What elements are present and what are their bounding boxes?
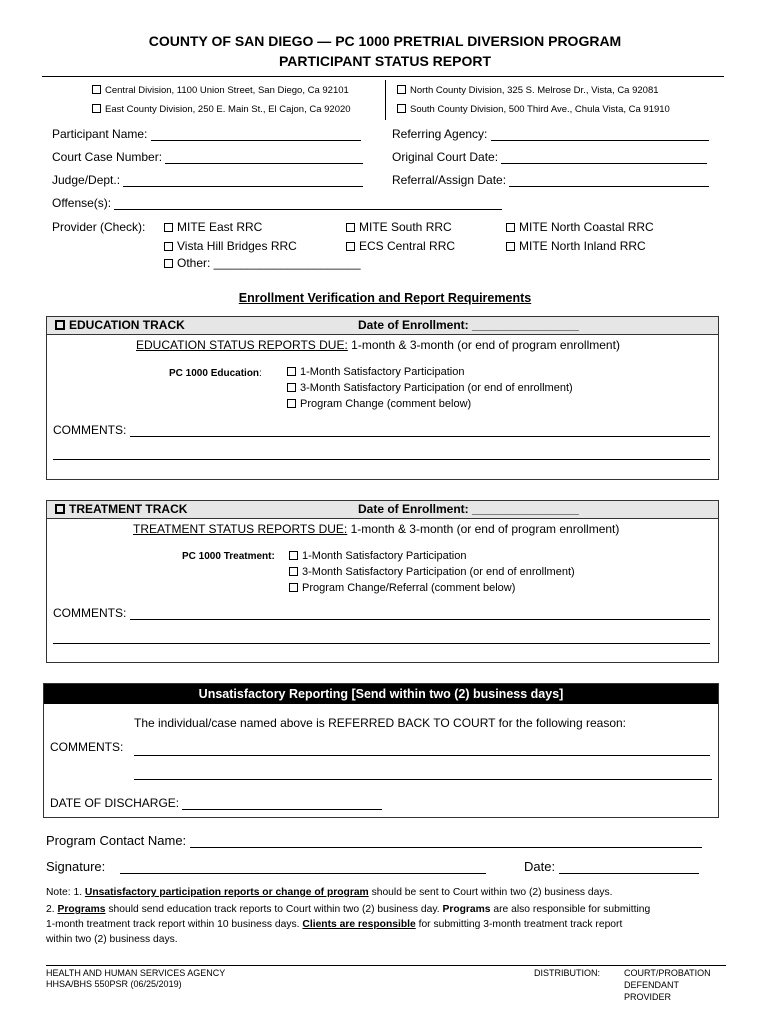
discharge-line[interactable] xyxy=(182,798,382,810)
treatment-option[interactable]: 1-Month Satisfactory Participation xyxy=(289,550,466,562)
checkbox[interactable] xyxy=(289,551,298,560)
note-4: within two (2) business days. xyxy=(46,934,178,945)
division-south[interactable]: South County Division, 500 Third Ave., Chula Vista, Ca 91910 xyxy=(397,104,670,115)
pc1000-treatment-label: PC 1000 Treatment: xyxy=(182,551,275,562)
checkbox[interactable] xyxy=(506,242,515,251)
participant-name-field[interactable]: Participant Name: xyxy=(52,127,361,141)
education-option[interactable]: 3-Month Satisfactory Participation (or end of enrollment) xyxy=(287,382,573,394)
offenses-line[interactable] xyxy=(114,198,502,210)
note-3: 1-month treatment track report within 10 business days. Clients are responsible for submitting 3-month treatment track report xyxy=(46,919,623,930)
date-line[interactable] xyxy=(559,861,699,874)
checkbox[interactable] xyxy=(55,504,65,514)
checkbox[interactable] xyxy=(92,104,101,113)
treatment-date-of-enrollment[interactable]: Date of Enrollment: ________________ xyxy=(358,502,579,516)
footer-agency: HEALTH AND HUMAN SERVICES AGENCY xyxy=(46,968,226,978)
original-court-date-field[interactable]: Original Court Date: xyxy=(392,150,707,164)
division-north[interactable]: North County Division, 325 S. Melrose Dr., Vista, Ca 92081 xyxy=(397,85,659,96)
judge-dept-field[interactable]: Judge/Dept.: xyxy=(52,173,363,187)
provider-label: Provider (Check): xyxy=(52,220,146,234)
checkbox[interactable] xyxy=(287,367,296,376)
court-case-field[interactable]: Court Case Number: xyxy=(52,150,363,164)
judge-dept-line[interactable] xyxy=(123,175,363,187)
treatment-option[interactable]: 3-Month Satisfactory Participation (or end of enrollment) xyxy=(289,566,575,578)
provider-option[interactable]: Vista Hill Bridges RRC xyxy=(164,239,297,253)
program-contact-field[interactable]: Program Contact Name: xyxy=(46,833,702,848)
footer-divider xyxy=(46,965,726,966)
checkbox[interactable] xyxy=(164,259,173,268)
comments-line[interactable] xyxy=(130,425,710,437)
checkbox[interactable] xyxy=(164,223,173,232)
footer-form-number: HHSA/BHS 550PSR (06/25/2019) xyxy=(46,979,182,989)
checkbox[interactable] xyxy=(346,223,355,232)
referral-date-line[interactable] xyxy=(509,175,709,187)
signature-line[interactable] xyxy=(120,861,486,874)
court-case-line[interactable] xyxy=(165,152,363,164)
pc1000-education-label: PC 1000 Education: xyxy=(169,368,262,379)
education-date-of-enrollment[interactable]: Date of Enrollment: ________________ xyxy=(358,318,579,332)
header-divider xyxy=(42,76,724,77)
checkbox[interactable] xyxy=(397,104,406,113)
form-subtitle: PARTICIPANT STATUS REPORT xyxy=(278,53,492,69)
treatment-track-box xyxy=(46,500,719,663)
comments-line[interactable] xyxy=(134,755,710,756)
education-track-title[interactable]: EDUCATION TRACK xyxy=(55,318,185,332)
checkbox[interactable] xyxy=(287,399,296,408)
provider-option[interactable]: MITE North Coastal RRC xyxy=(506,220,654,234)
form-title: COUNTY OF SAN DIEGO — PC 1000 PRETRIAL DIVERSION PROGRAM xyxy=(148,33,622,49)
referred-back-text: The individual/case named above is REFERRED BACK TO COURT for the following reason: xyxy=(134,716,626,730)
checkbox[interactable] xyxy=(164,242,173,251)
provider-option[interactable]: ECS Central RRC xyxy=(346,239,455,253)
unsatisfactory-comments-label: COMMENTS: xyxy=(50,740,124,754)
signature-field[interactable]: Signature: xyxy=(46,859,486,874)
footer-dist-court: COURT/PROBATION xyxy=(624,968,711,978)
provider-option-other[interactable]: Other: ______________________ xyxy=(164,256,361,270)
footer-distribution-label: DISTRIBUTION: xyxy=(534,968,601,978)
education-option[interactable]: 1-Month Satisfactory Participation xyxy=(287,366,464,378)
treatment-reports-due: TREATMENT STATUS REPORTS DUE: 1-month & 3-month (or end of program enrollment) xyxy=(133,522,620,536)
division-separator xyxy=(385,80,386,120)
section-title: Enrollment Verification and Report Requirements xyxy=(238,291,532,305)
unsatisfactory-title: Unsatisfactory Reporting [Send within two (2) business days] xyxy=(44,684,718,704)
comments-line[interactable] xyxy=(53,459,710,460)
referral-date-field[interactable]: Referral/Assign Date: xyxy=(392,173,709,187)
note-2: 2. Programs should send education track reports to Court within two (2) business day. Programs are also responsible for submitting xyxy=(46,904,651,915)
date-field[interactable]: Date: xyxy=(524,859,699,874)
referring-agency-line[interactable] xyxy=(491,129,709,141)
checkbox[interactable] xyxy=(92,85,101,94)
program-contact-line[interactable] xyxy=(190,835,702,848)
comments-line[interactable] xyxy=(53,643,710,644)
division-east[interactable]: East County Division, 250 E. Main St., El Cajon, Ca 92020 xyxy=(92,104,351,115)
referring-agency-field[interactable]: Referring Agency: xyxy=(392,127,709,141)
checkbox[interactable] xyxy=(287,383,296,392)
checkbox[interactable] xyxy=(289,583,298,592)
checkbox[interactable] xyxy=(55,320,65,330)
division-central[interactable]: Central Division, 1100 Union Street, San Diego, Ca 92101 xyxy=(92,85,349,96)
provider-option[interactable]: MITE South RRC xyxy=(346,220,452,234)
unsatisfactory-box xyxy=(43,683,719,818)
date-of-discharge-field[interactable]: DATE OF DISCHARGE: xyxy=(50,796,382,810)
original-court-date-line[interactable] xyxy=(501,152,707,164)
treatment-track-title[interactable]: TREATMENT TRACK xyxy=(55,502,187,516)
offenses-field[interactable]: Offense(s): xyxy=(52,196,502,210)
footer-dist-provider: PROVIDER xyxy=(624,992,672,1002)
footer-dist-defendant: DEFENDANT xyxy=(624,980,680,990)
education-comments[interactable]: COMMENTS: xyxy=(53,423,710,437)
note-1: Note: 1. Unsatisfactory participation reports or change of program should be sent to Court within two (2) business days. xyxy=(46,887,613,898)
education-option[interactable]: Program Change (comment below) xyxy=(287,398,471,410)
checkbox[interactable] xyxy=(397,85,406,94)
comments-line[interactable] xyxy=(134,779,712,780)
education-track-box xyxy=(46,316,719,480)
treatment-option[interactable]: Program Change/Referral (comment below) xyxy=(289,582,515,594)
checkbox[interactable] xyxy=(346,242,355,251)
participant-name-line[interactable] xyxy=(151,129,361,141)
education-reports-due: EDUCATION STATUS REPORTS DUE: 1-month & 3-month (or end of program enrollment) xyxy=(136,338,620,352)
checkbox[interactable] xyxy=(506,223,515,232)
checkbox[interactable] xyxy=(289,567,298,576)
comments-line[interactable] xyxy=(130,608,710,620)
provider-option[interactable]: MITE East RRC xyxy=(164,220,262,234)
treatment-comments[interactable]: COMMENTS: xyxy=(53,606,710,620)
provider-option[interactable]: MITE North Inland RRC xyxy=(506,239,646,253)
